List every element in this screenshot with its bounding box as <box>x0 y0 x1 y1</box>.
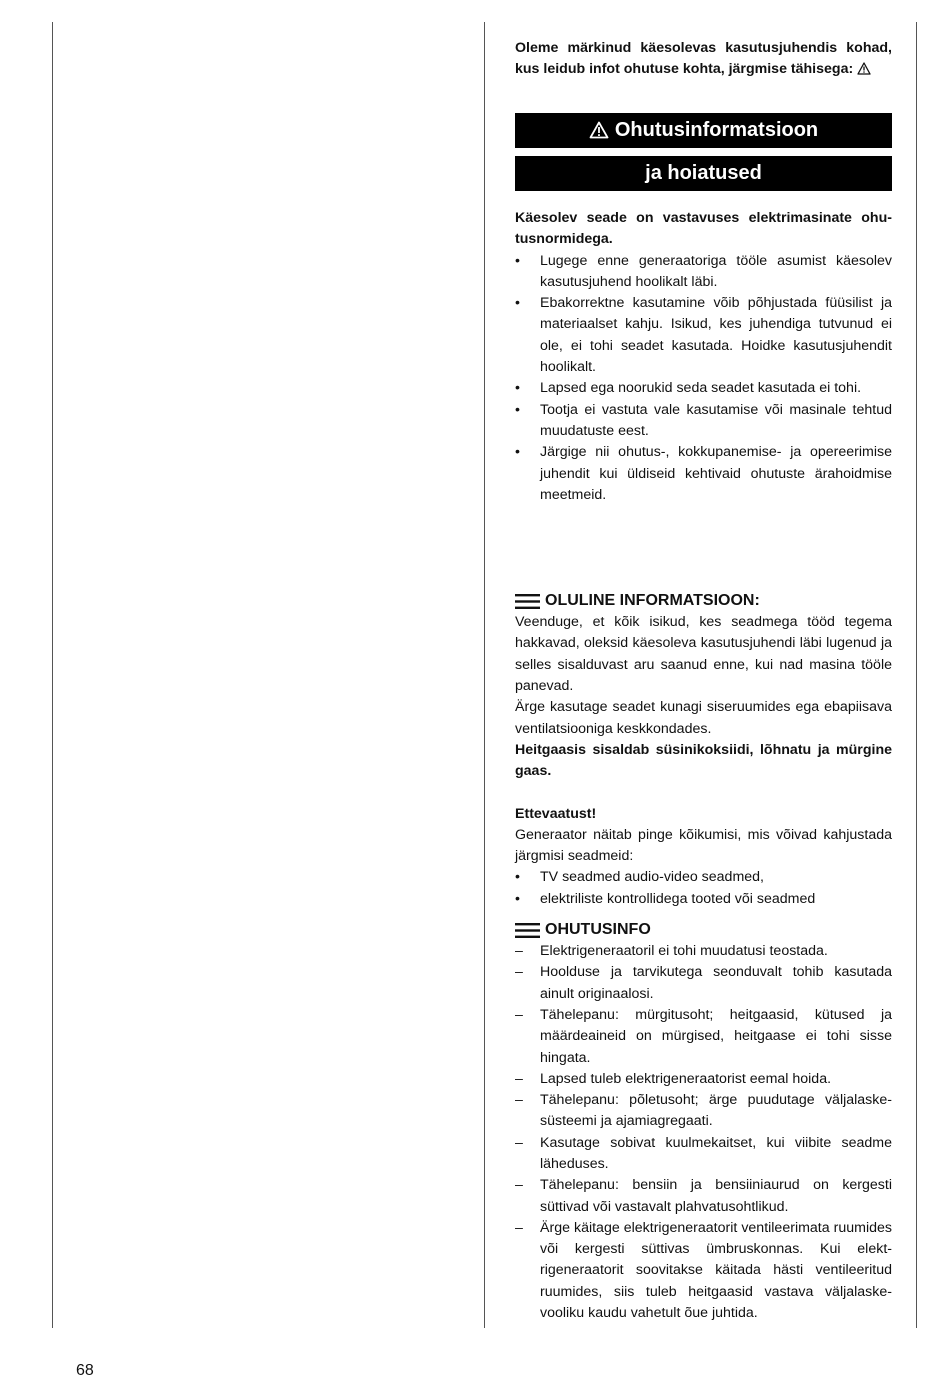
caution-text: Generaator näitab pinge kõikumisi, mis võivad kahjustada järgmisi seadmeid: <box>515 826 892 865</box>
banner-line1: Ohutusinformatsioon <box>614 119 819 141</box>
bullet-marker: • <box>515 869 520 886</box>
dash-marker: – <box>515 1092 523 1109</box>
safety-bullet-list <box>515 251 892 507</box>
important-paragraph-3: Heitgaasis sisaldab süsinikoksiidi, lõhnatu ja mürgine gaas. <box>515 741 892 780</box>
important-paragraph-2: Ärge kasutage seadet kunagi siseruumides ega ebapiisava ventilatsiooniga keskkondades. <box>515 699 892 737</box>
important-info-heading <box>515 590 892 612</box>
list-item-text: Järgige nii ohutus-, kokkupanemise- ja opereerimise juhendit kui üldiseid kehtivaid ohutuste ärahoidmise meetmeid. <box>540 444 892 503</box>
list-item-text: Tähelepanu: põletusoht; ärge puudutage väljalaskesüsteemi ja ajamiagregaati. <box>540 1092 892 1130</box>
banner-line2: ja hoiatused <box>645 162 762 184</box>
list-item <box>515 867 892 888</box>
warning-triangle-icon <box>589 121 609 139</box>
warning-triangle-icon <box>857 62 871 75</box>
page-number: 68 <box>76 1362 94 1379</box>
intro-paragraph <box>515 38 892 80</box>
list-item <box>515 442 892 506</box>
dash-marker: – <box>515 1177 523 1194</box>
caution-title: Ettevaatust! <box>515 805 597 822</box>
dash-marker: – <box>515 1070 523 1087</box>
list-item <box>515 1218 892 1324</box>
list-item <box>515 400 892 443</box>
important-heading-text: OLULINE INFORMATSIOON: <box>545 592 760 610</box>
list-item-text: elektriliste kontrollidega tooted või seadmed <box>540 890 816 907</box>
list-item <box>515 378 892 399</box>
menu-lines-icon <box>515 922 540 939</box>
left-margin-line <box>52 22 53 1328</box>
safety-info-heading-text: OHUTUSINFO <box>545 921 651 939</box>
dash-marker: – <box>515 964 523 981</box>
bullet-marker: • <box>515 444 520 461</box>
list-item-text: Tootja ei vastuta vale kasutamise või masinale tehtud muudatuste eest. <box>540 401 892 439</box>
list-item <box>515 1133 892 1176</box>
dash-marker: – <box>515 1219 523 1236</box>
list-item-text: Ebakorrektne kasutamine võib põhjustada füüsilist ja materiaalset kahju. Isikud, kes juhendiga tutvunud ei ole, ei tohi seadet kasutada. Hoidke kasutusjuhendit hoolikalt. <box>540 295 892 376</box>
list-item <box>515 1090 892 1133</box>
safety-info-heading <box>515 919 892 941</box>
list-item <box>515 293 892 378</box>
list-item-text: Lugege enne generaatoriga tööle asumist käesolev kasutusjuhend hoolikalt läbi. <box>540 252 892 290</box>
bullet-marker: • <box>515 380 520 397</box>
important-paragraph-1: Veenduge, et kõik isikud, kes seadmega tööd tegema hakkavad, oleksid käesoleva kasutusjuhendi läbi lugenud ja selles sisalduvast aru saanud enne, kui nad masina tööle panevad. <box>515 614 892 695</box>
dash-marker: – <box>515 1006 523 1023</box>
list-item <box>515 251 892 294</box>
dash-marker: – <box>515 1134 523 1151</box>
right-margin-line <box>916 22 917 1328</box>
list-item <box>515 962 892 1005</box>
bullet-marker: • <box>515 890 520 907</box>
list-item-text: Tähelepanu: bensiin ja bensiiniaurud on kergesti süttivad või vastavalt plahvatusohtlikud. <box>540 1177 892 1215</box>
list-item-text: Tähelepanu: mürgitusoht; heitgaasid, kütused ja määrdeaineid on mürgised, heitgaase ei tohi sisse hingata. <box>540 1006 892 1066</box>
list-item-text: Lapsed tuleb elektrigeneraatorist eemal hoida. <box>540 1070 832 1087</box>
intro-text: Oleme märkinud käesolevas kasutusjuhendis kohad, kus leidub infot ohutuse kohta, järgmise tähisega: <box>515 40 892 77</box>
safety-banner-subtitle <box>515 156 892 191</box>
list-item-text: Lapsed ega noorukid seda seadet kasutada ei tohi. <box>540 380 862 397</box>
list-item-text: Elektrigeneraatoril ei tohi muudatusi teostada. <box>540 943 828 960</box>
list-item <box>515 1005 892 1069</box>
dash-marker: – <box>515 943 523 960</box>
column-divider-line <box>484 22 485 1328</box>
bullet-marker: • <box>515 252 520 269</box>
content-column <box>515 38 892 1324</box>
list-item <box>515 889 892 910</box>
caution-list <box>515 867 892 910</box>
bullet-marker: • <box>515 401 520 418</box>
list-item-text: Hoolduse ja tarvikutega seonduvalt tohib kasutada ainult originaalosi. <box>540 964 892 1002</box>
safety-lead: Käesolev seade on vastavuses elektrimasinate ohutusnormidega. <box>515 210 892 248</box>
list-item <box>515 941 892 962</box>
list-item <box>515 1069 892 1090</box>
safety-banner-title <box>515 113 892 148</box>
list-item-text: TV seadmed audio-video seadmed, <box>540 869 764 886</box>
list-item <box>515 1175 892 1218</box>
list-item-text: Ärge käitage elektrigeneraatorit ventileerimata ruumides või kergesti süttivas ümbruskonnas. Kui elektrigeneraatorit soovitakse käitada hästi ventileeritud ruumides, siis tuleb heitgaasid vastava väljalaskevooliku kaudu vahetult õue juhtida. <box>540 1219 892 1322</box>
list-item-text: Kasutage sobivat kuulmekaitset, kui viibite seadme läheduses. <box>540 1134 892 1172</box>
bullet-marker: • <box>515 295 520 312</box>
menu-lines-icon <box>515 593 540 610</box>
safety-info-list <box>515 941 892 1324</box>
